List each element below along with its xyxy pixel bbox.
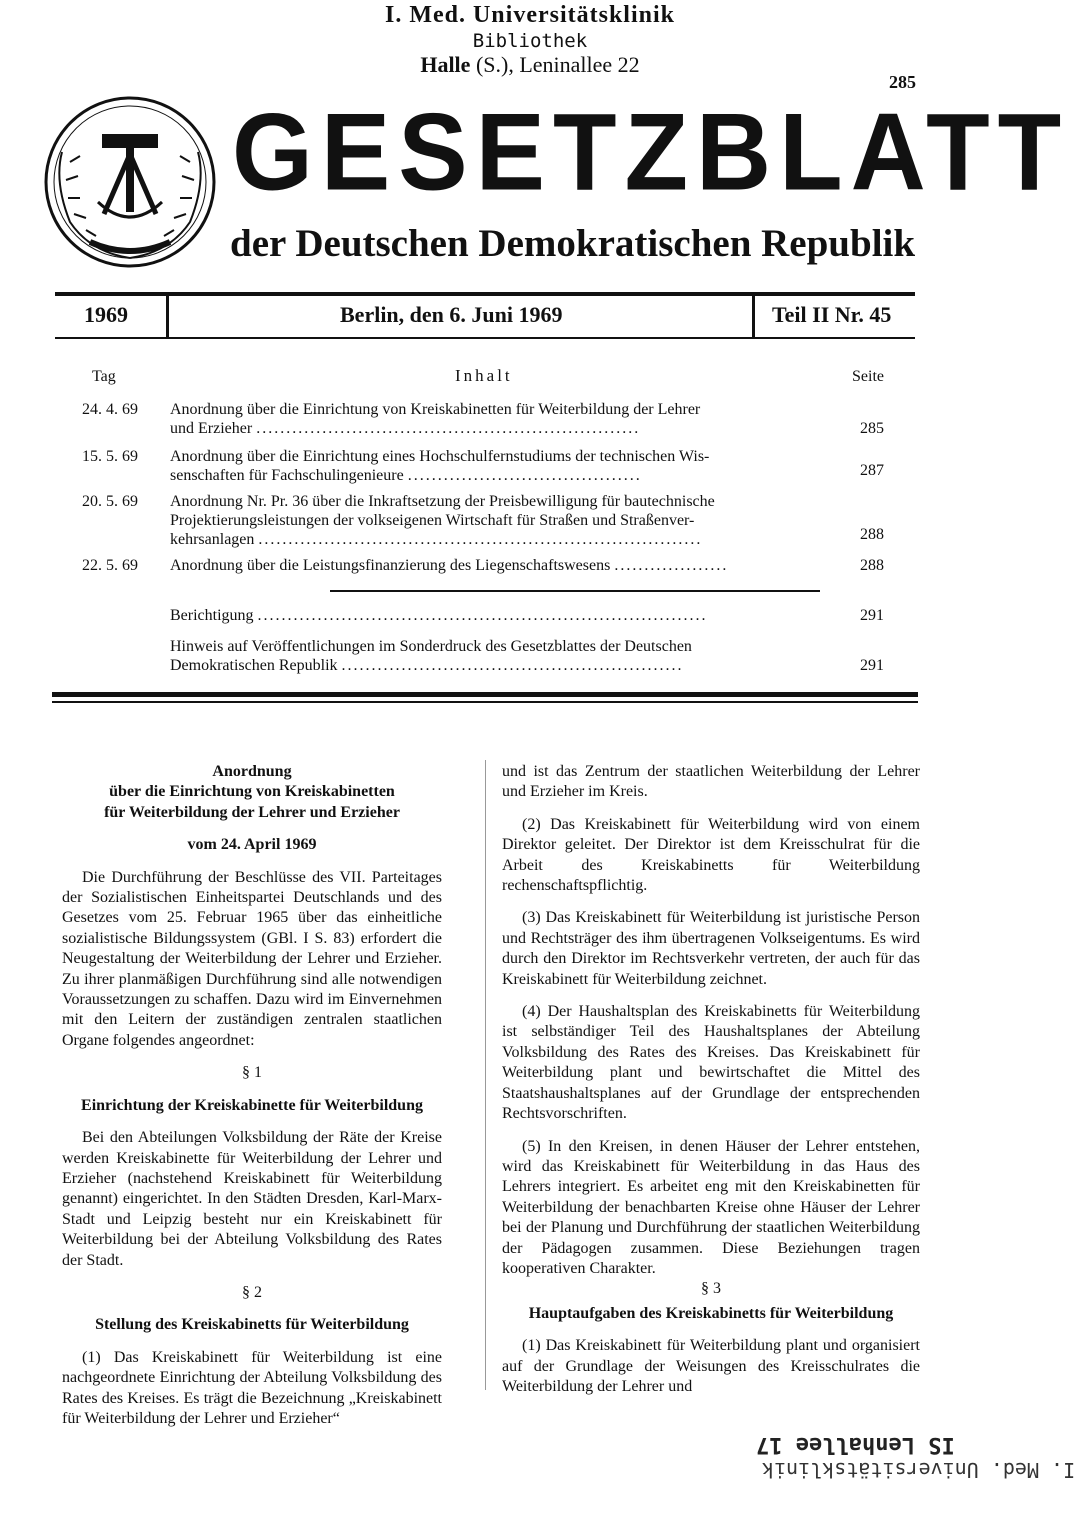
- section-number: § 1: [242, 1064, 262, 1082]
- toc-entry-page: 291: [860, 607, 884, 624]
- toc-entry-page: 288: [860, 526, 884, 543]
- issue-year: 1969: [84, 302, 128, 327]
- toc-entry-date: 24. 4. 69: [82, 401, 138, 418]
- toc-entry-line: [170, 656, 815, 675]
- issue-date: Berlin, den 6. Juni 1969: [340, 302, 563, 327]
- section-number: § 3: [701, 1280, 721, 1298]
- section-paragraph: (1) Das Kreiskabinett für Weiterbildung plant und organisiert auf der Grundlage der Weisungen des Kreisschulrates die Weiterbildung der Lehrer und: [502, 1337, 920, 1395]
- toc-header-contents: Inhalt: [455, 366, 513, 385]
- section-paragraph: (4) Der Haushaltsplan des Kreiskabinetts für Weiterbildung ist selbständiger Teil des Haushaltsplanes der Abteilung Volksbildung des Rates des Kreises. Das Kreiskabinett für Weiterbildung plant und bewirtschaftet die Mittel des Staatshaushaltsplanes auf der Grundlage der entsprechenden Rechtsvorschriften.: [502, 1003, 920, 1123]
- spacer: [62, 1271, 442, 1283]
- toc-entry-title: [170, 556, 815, 575]
- header-rule-bottom: [55, 337, 915, 339]
- header-rule-top: [55, 292, 915, 296]
- toc-entry-line-text: und Erzieher: [170, 420, 253, 437]
- toc-entry-title: [170, 606, 815, 625]
- toc-entry-line: [170, 606, 815, 625]
- page-number: 285: [889, 72, 916, 92]
- toc-entry-line: Anordnung Nr. Pr. 36 über die Inkraftsetzung der Preisbewilligung für bautechnische: [170, 493, 715, 510]
- section-title: Stellung des Kreiskabinetts für Weiterbildung: [95, 1316, 409, 1334]
- library-stamp-address: [380, 52, 680, 78]
- toc-leader-dots: .........................................................: [341, 657, 684, 674]
- library-stamp-city: Halle: [420, 52, 471, 77]
- article-heading: Anordnung: [212, 763, 292, 780]
- toc-entry-line-text: kehrsanlagen: [170, 531, 255, 548]
- toc-leader-dots: .......................................: [407, 467, 642, 484]
- section-text: Bei den Abteilungen Volksbildung der Räte der Kreise werden Kreiskabinette für Weiterbildung der Lehrer und Erzieher (nachstehend Kreiskabinett für Weiterbildung genannt) eingerichtet. In den Städten Dresden, Karl-Marx-Stadt und Leipzig besteht nur ein Kreiskabinett für Weiterbildung bei der Abteilung Volksbildung des Rates der Stadt.: [62, 1129, 442, 1269]
- section-paragraph: (5) In den Kreisen, in denen Häuser der Lehrer entstehen, wird das Kreiskabinett für Weiterbildung in das Haus des Lehrers integriert. Es arbeitet eng mit den Kreiskabinetten für Weiterbildung der benachbarten Kreise ohne Häuser der Lehrer bei der Planung und Durchführung der staatlichen Weiterbildung der Pädagogen zusammen. Diese Beziehungen tragen kooperativen Charakter.: [502, 1137, 920, 1277]
- spacer: [62, 1084, 442, 1096]
- section-paragraph: und ist das Zentrum der staatlichen Weiterbildung der Lehrer und Erzieher im Kreis.: [502, 763, 920, 801]
- library-stamp-library: Bibliothek: [472, 30, 588, 52]
- article-column-right: [502, 762, 920, 1397]
- toc-entry-date: 22. 5. 69: [82, 557, 138, 574]
- toc-entry-line: [170, 466, 815, 485]
- article-heading: über die Einrichtung von Kreiskabinetten: [109, 783, 395, 801]
- toc-entry-line: [170, 530, 815, 549]
- masthead-subtitle: der Deutschen Demokratischen Republik: [230, 222, 916, 265]
- toc-entry-page: 285: [860, 420, 884, 437]
- section-title: Hauptaufgaben des Kreiskabinetts für Weiterbildung: [528, 1304, 894, 1322]
- toc-entry-line: Hinweis auf Veröffentlichungen im Sonderdruck des Gesetzblattes der Deutschen: [170, 638, 692, 655]
- toc-divider: [330, 590, 820, 592]
- toc-entry-page: 288: [860, 557, 884, 574]
- toc-leader-dots: ...................: [614, 557, 729, 574]
- toc-leader-dots: ................................................................: [256, 420, 641, 437]
- spacer: [62, 1116, 442, 1128]
- spacer: [62, 1336, 442, 1348]
- toc-entry-line: Anordnung über die Einrichtung eines Hochschulfernstudiums der technischen Wis-: [170, 448, 710, 465]
- spacer: [62, 1051, 442, 1063]
- toc-entry-line: Projektierungsleistungen der volkseigenen Wirtschaft für Straßen und Straßenver-: [170, 512, 695, 529]
- toc-entry-title: [170, 637, 815, 675]
- header-separator: [752, 294, 755, 338]
- toc-entry-line: [170, 419, 815, 438]
- toc-entry-title: [170, 447, 815, 485]
- section-rule-thin: [52, 701, 918, 703]
- toc-entry-title: [170, 492, 815, 549]
- article-column-left: [62, 762, 442, 1429]
- toc-entry-page: 291: [860, 657, 884, 674]
- bleed-through-stamp: IS Lenhallee 17: [756, 1432, 955, 1457]
- spacer: [62, 856, 442, 868]
- section-number: § 2: [242, 1283, 262, 1301]
- toc-entry-line-text: Berichtigung: [170, 607, 254, 624]
- toc-entry-page: 287: [860, 462, 884, 479]
- spacer: [62, 823, 442, 835]
- section-paragraph: (1) Das Kreiskabinett für Weiterbildung ist eine nachgeordnete Einrichtung der Abteilung Volksbildung des Rates des Kreises. Es trägt die Bezeichnung „Kreiskabinett für Weiterbildung der Lehrer und Erzieher“: [62, 1348, 442, 1427]
- header-separator: [166, 294, 169, 338]
- spacer: [502, 1125, 920, 1137]
- library-stamp-street: (S.), Leninallee 22: [475, 52, 640, 77]
- spacer: [62, 1303, 442, 1315]
- toc-entry-line-text: Demokratischen Republik: [170, 657, 338, 674]
- issue-part: Teil II Nr. 45: [772, 302, 892, 327]
- library-stamp-institution: I. Med. Universitätsklinik: [384, 2, 676, 28]
- section-title: Einrichtung der Kreiskabinette für Weiterbildung: [81, 1096, 423, 1114]
- article-heading: für Weiterbildung der Lehrer und Erzieher: [104, 803, 400, 821]
- toc-entry-line: [170, 556, 815, 575]
- toc-entry-line-text: Anordnung über die Leistungsfinanzierung des Liegenschaftswesens: [170, 557, 611, 574]
- masthead-title: GESETZBLATT: [232, 91, 1070, 214]
- toc-entry-line-text: senschaften für Fachschulingenieure: [170, 467, 404, 484]
- toc-entry-title: [170, 400, 815, 438]
- toc-header-page: Seite: [852, 368, 884, 385]
- article-preamble: Die Durchführung der Beschlüsse des VII. Parteitages der Sozialistischen Einheitspartei Deutschlands und des Gesetzes vom 25. Februar 1965 über das einheitliche sozialistische Bildungssystem (GBl. I S. 83) erfordert die Neugestaltung der Weiterbildung der Lehrer und Erzieher. Zu ihrer planmäßigen Durchführung sind alle notwendigen Voraussetzungen zu schaffen. Dazu wird im Einvernehmen mit den Leitern der zuständigen zentralen staatlichen Organe folgendes angeordnet:: [62, 868, 442, 1049]
- toc-leader-dots: ..........................................................................: [258, 531, 703, 548]
- spacer: [502, 1324, 920, 1336]
- section-paragraph: (2) Das Kreiskabinett für Weiterbildung wird von einem Direktor geleitet. Der Direktor ist dem Kreisschulrat für die Arbeit des Kreiskabinetts für Weiterbildung rechenschaftspflichtig.: [502, 815, 920, 895]
- toc-leader-dots: ...........................................................................: [257, 607, 708, 624]
- toc-entry-line: Anordnung über die Einrichtung von Kreiskabinetten für Weiterbildung der Lehrer: [170, 401, 701, 418]
- bleed-through-stamp: I. Med. Universitätsklinik: [762, 1458, 1075, 1482]
- section-paragraph: (3) Das Kreiskabinett für Weiterbildung ist juristische Person und Rechtsträger des ihm übertragenen Volkseigentums. Es wird durch den Direktor im Rechtsverkehr vertreten, der auch für das Kreiskabinett für Weiterbildung zeichnet.: [502, 909, 920, 988]
- article-date: vom 24. April 1969: [187, 836, 317, 854]
- spacer: [502, 803, 920, 815]
- section-rule-thick: [52, 692, 918, 697]
- toc-entry-date: 20. 5. 69: [82, 493, 138, 510]
- spacer: [502, 896, 920, 908]
- column-divider: [485, 760, 486, 1390]
- toc-header-day: Tag: [92, 368, 116, 385]
- state-emblem-icon: [40, 92, 220, 272]
- spacer: [502, 990, 920, 1002]
- toc-entry-date: 15. 5. 69: [82, 448, 138, 465]
